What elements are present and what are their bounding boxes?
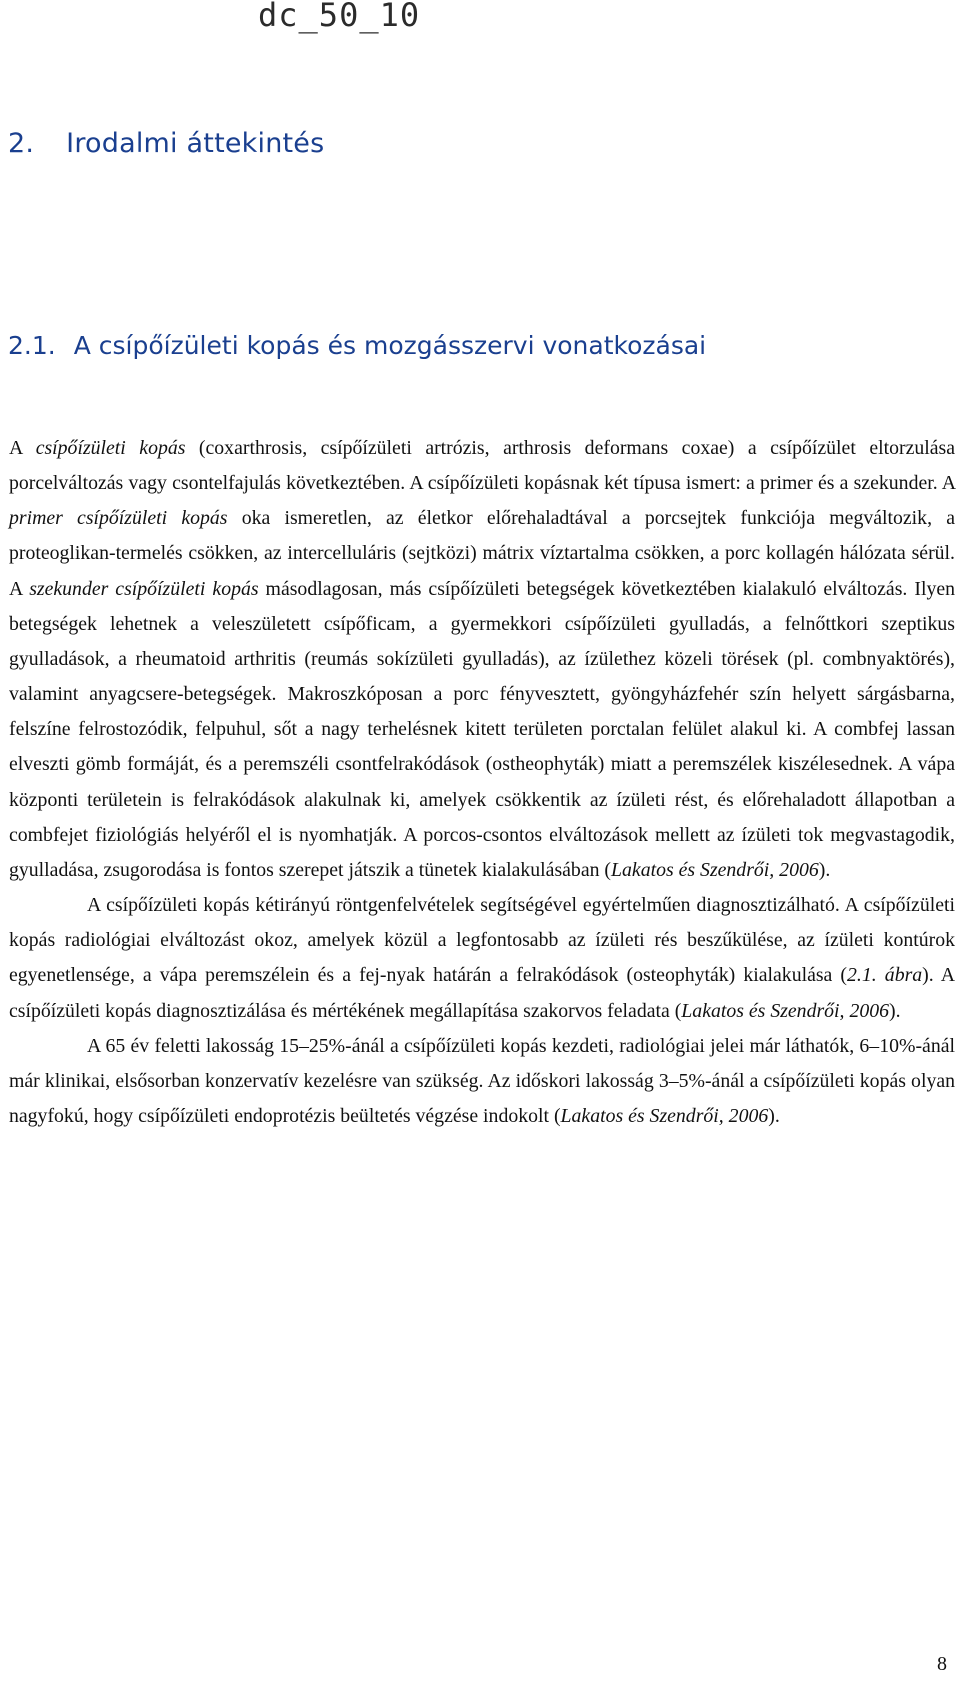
body-text <box>9 431 955 1134</box>
chapter-number: 2. <box>8 128 35 159</box>
term-italic: szekunder csípőízületi kopás <box>29 577 259 600</box>
text-run: másodlagosan, más csípőízületi betegségek következtében kialakuló elváltozás. Ilyen betegségek lehetnek a veleszületett csípőficam, a gyermekkori csípőízületi gyulladás, a felnőttkori szeptikus gyulladások, a rheumatoid arthritis (reumás sokízületi gyulladás), az ízülethez közeli törések (pl. combnyaktörés), valamint anyagcsere-betegségek. Makroszkóposan a porc fényvesztett, gyöngyházfehér szín helyett sárgásbarna, felszíne felrostozódik, felpuhul, sőt a nagy terhelésnek kitett területen porctalan felület alakul ki. A combfej lassan elveszti gömb formáját, és a peremszéli csontfelrakódások (ostheophyták) miatt a peremszélek kiszélesednek. A vápa központi területein is felrakódások alakulnak ki, amelyek csökkentik az ízületi rést, és előrehaladott állapotban a combfejet fiziológiás helyéről el is nyomhatják. A porcos-csontos elváltozások mellett az ízületi tok megvastagodik, gyulladása, zsugorodása is fontos szerepet játszik a tünetek kialakulásában ( <box>9 577 956 881</box>
chapter-heading <box>8 128 324 159</box>
paragraph-diagnosis <box>9 888 955 1029</box>
text-run: (coxarthrosis, csípőízületi artrózis, arthrosis deformans coxae) a csípőízület eltorzulása porcelváltozás vagy csontelfajulás következtében. A csípőízületi kopásnak két típusa ismert: a primer és a szekunder. A <box>9 437 955 495</box>
text-run: A csípőízületi kopás kétirányú röntgenfelvételek segítségével egyértelműen diagnosztizálható. A csípőízületi kopás radiológiai elváltozást okoz, amelyek közül a legfontosabb az ízületi rés beszűkülése, az ízületi kontúrok egyenetlensége, a vápa peremszélein és a fej-nyak határán a felrakódások (osteophyták) kialakulása ( <box>9 894 955 987</box>
page-number: 8 <box>937 1653 947 1675</box>
chapter-title: Irodalmi áttekintés <box>66 128 325 159</box>
paragraph-coxarthrosis-definition <box>9 431 955 888</box>
term-italic: primer csípőízületi kopás <box>9 507 228 530</box>
document-id-header: dc_50_10 <box>258 0 421 34</box>
text-run: A 65 év feletti lakosság 15–25%-ánál a csípőízületi kopás kezdeti, radiológiai jelei már láthatók, 6–10%-ánál már klinikai, elsősorban konzervatív kezelésre van szükség. Az időskori lakosság 3–5%-ánál a csípőízületi kopás olyan nagyfokú, hogy csípőízületi endoprotézis beültetés végzése indokolt ( <box>9 1034 955 1127</box>
figure-reference: 2.1. ábra <box>847 964 923 987</box>
citation-italic: Lakatos és Szendrői, 2006 <box>611 858 819 881</box>
text-run: oka ismeretlen, az életkor előrehaladtával a porcsejtek funkciója megváltozik, a proteoglikan-termelés csökken, az intercelluláris (sejtközi) mátrix víztartalma csökken, a porc kollagén hálózata sérül. A <box>9 507 955 600</box>
text-run: ). A csípőízületi kopás diagnosztizálása és mértékének megállapítása szakorvos feladata ( <box>9 964 955 1022</box>
section-number: 2.1. <box>8 331 56 360</box>
text-run: ). <box>889 999 901 1022</box>
section-heading <box>8 331 706 360</box>
text-run: A <box>9 437 36 459</box>
text-run: ). <box>768 1104 780 1127</box>
term-italic: csípőízületi kopás <box>35 437 186 459</box>
citation-italic: Lakatos és Szendrői, 2006 <box>560 1104 769 1127</box>
citation-italic: Lakatos és Szendrői, 2006 <box>681 999 889 1022</box>
text-run: ). <box>818 858 831 881</box>
section-title: A csípőízületi kopás és mozgásszervi vonatkozásai <box>73 331 707 360</box>
paragraph-prevalence <box>9 1029 955 1134</box>
